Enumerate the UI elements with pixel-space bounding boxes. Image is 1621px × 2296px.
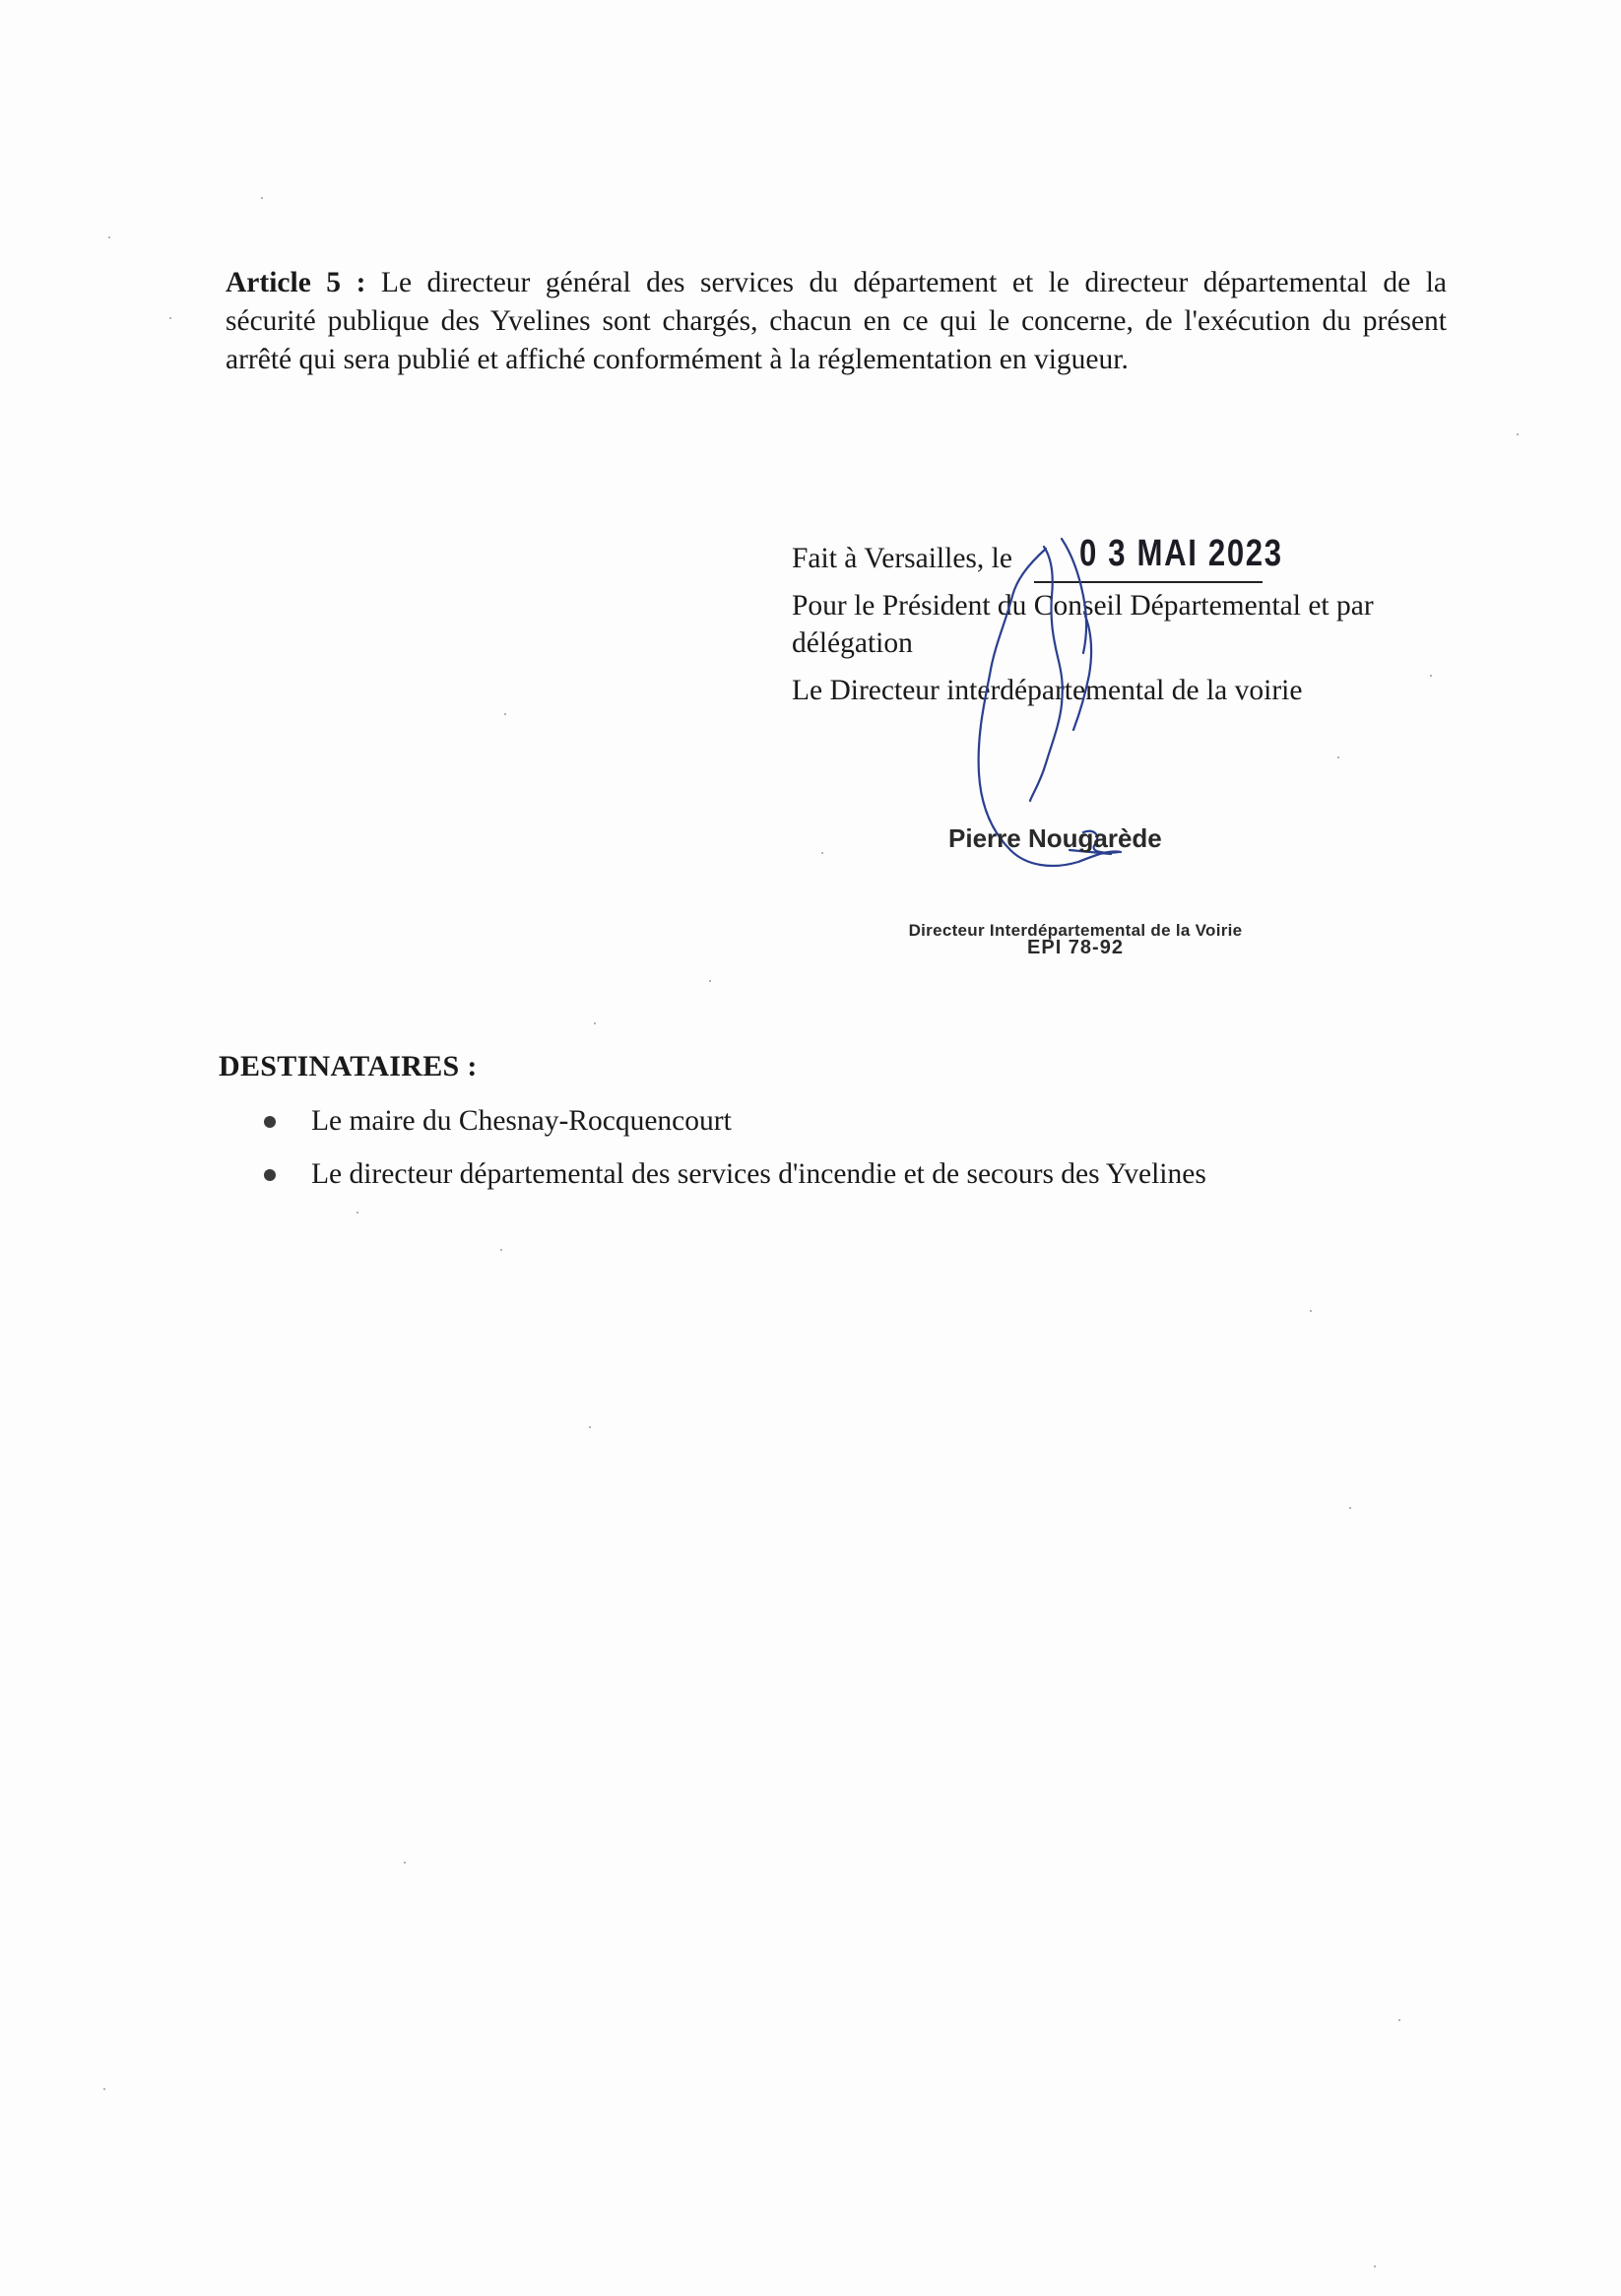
list-item [264, 1154, 1206, 1194]
scan-speck [589, 1426, 591, 1428]
article-text-1: Le directeur général des services du département et le directeur départemental de la [380, 267, 1448, 298]
scan-speck [504, 713, 506, 715]
stamp-title: Directeur Interdépartemental de la Voirie [908, 921, 1243, 940]
article-line-3: arrêté qui sera publié et affiché conformément à la réglementation en vigueur. [226, 344, 1129, 375]
recipients-list [264, 1101, 1206, 1208]
made-at-row [792, 533, 1461, 587]
bullet-icon [264, 1116, 276, 1128]
stamp-code: EPI 78-92 [1027, 937, 1124, 958]
scan-speck [1517, 433, 1519, 435]
bullet-icon [264, 1169, 276, 1181]
recipients-title: DESTINATAIRES : [219, 1050, 478, 1082]
article-line-1 [226, 264, 1447, 302]
scan-speck [1349, 1507, 1351, 1509]
article-line-2: sécurité publique des Yvelines sont chargés, chacun en ce qui le concerne, de l'exécution du présent [226, 305, 1447, 337]
article-label: Article 5 : [226, 267, 366, 298]
scan-speck [1398, 2019, 1400, 2021]
for-president-line-2: délégation [792, 627, 913, 659]
article-5-paragraph [226, 264, 1447, 379]
recipient-text: Le directeur départemental des services d'incendie et de secours des Yvelines [311, 1158, 1206, 1190]
scan-speck [404, 1862, 406, 1864]
scan-speck [169, 317, 171, 319]
director-title: Le Directeur interdépartemental de la voirie [792, 675, 1303, 706]
scan-speck [821, 852, 823, 854]
list-item [264, 1101, 1206, 1141]
signatory-name: Pierre Nougarède [948, 823, 1162, 853]
scan-speck [1374, 2265, 1376, 2267]
date-stamp: 0 3 MAI 2023 [1079, 533, 1283, 574]
recipient-text: Le maire du Chesnay-Rocquencourt [311, 1105, 732, 1137]
official-stamp [829, 921, 1322, 959]
scan-speck [1337, 756, 1339, 758]
for-president-line-1: Pour le Président du Conseil Départemental et par [792, 590, 1374, 622]
scan-speck [357, 1212, 358, 1214]
scan-speck [594, 1022, 596, 1024]
date-underline [1034, 581, 1263, 583]
scan-speck [261, 197, 263, 199]
scan-speck [500, 1249, 502, 1251]
scan-speck [1310, 1310, 1312, 1312]
scan-speck [1430, 675, 1432, 677]
scan-speck [103, 2088, 105, 2090]
scan-speck [709, 980, 711, 982]
signature-block [792, 533, 1461, 709]
made-at-text: Fait à Versailles, le [792, 543, 1012, 574]
scan-speck [108, 236, 110, 238]
